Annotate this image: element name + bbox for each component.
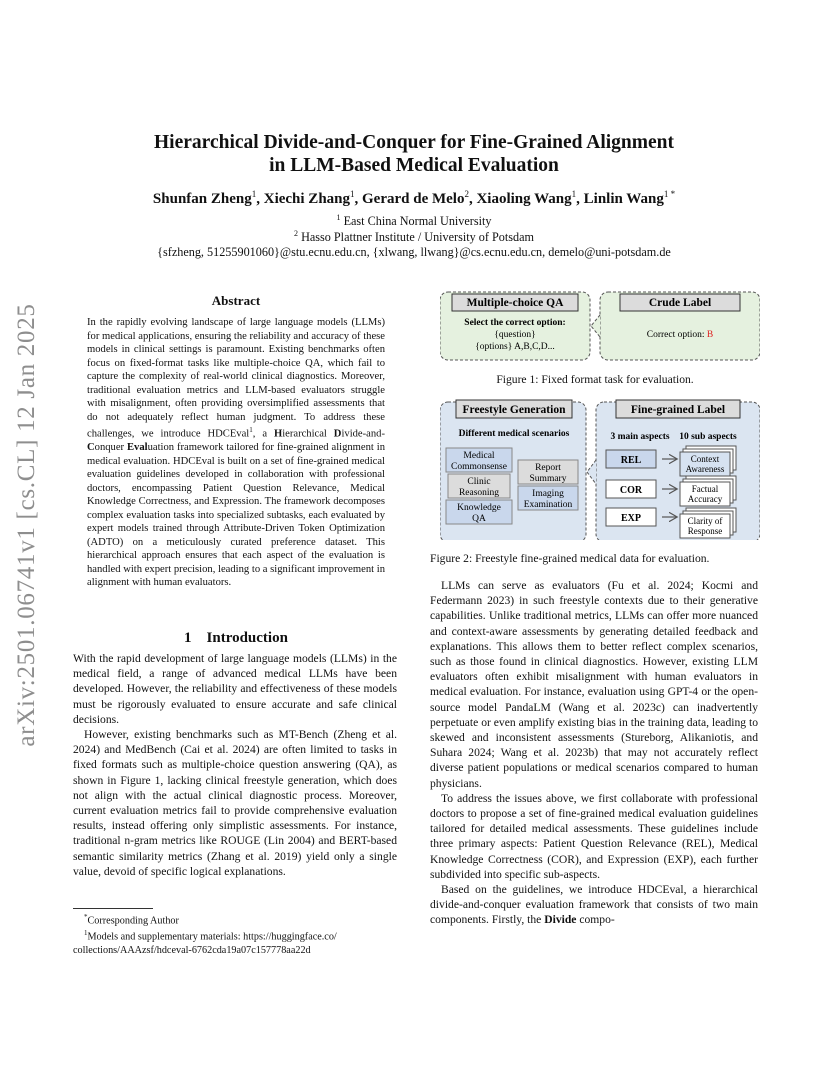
author-list: Shunfan Zheng$^1$, Xiechi Zhang$^1$, Gerard de Melo$^2$, Xiaoling Wang$^1$, Linlin Wang$^{1 *}$: [152, 189, 676, 207]
paragraph: With the rapid development of large language models (LLMs) in the medical field, a range of advanced medical LLMs have been developed. However, the reliability and effectiveness of these models must be rigorously evaluated to ensure accurate and safe clinical decisions.: [73, 652, 397, 726]
svg-text:Crude Label: Crude Label: [648, 297, 712, 309]
paper-title: Hierarchical Divide-and-Conquer for Fine-Grained Alignment in LLM-Based Medical Evaluation: [154, 132, 674, 176]
svg-text:Different medical scenarios: Different medical scenarios: [458, 429, 570, 439]
svg-text:QA: QA: [472, 514, 486, 524]
abstract-body: In the rapidly evolving landscape of large language models (LLMs) for medical applications, ensuring the reliability and accuracy of these models in clinical settings is paramount. Existing benchmarks often focus on fixed-format tasks like multiple-choice QA, which fail to capture the complexity of real-world clinical diagnostics. Moreover, traditional evaluation metrics and LLM-based evaluators struggle with misalignment, often providing oversimplified assessments that do not adequately reflect human judgment. To address these challenges, we introduce HDCEval$^1$, a Hierarchical Divide-and-Conquer Evaluation framework tailored for fine-grained alignment in medical evaluation. HDCEval is built on a set of fine-grained medical evaluation guidelines developed in collaboration with professional doctors, encompassing Patient Question Relevance, Medical Knowledge Correctness, and Expression. The framework decomposes complex evaluation tasks into specialized subtasks, each evaluated by expert models trained through Attribute-Driven Token Optimization (ADTO) on a meticulously curated preference dataset. This hierarchical approach ensures that each aspect of the evaluation is handled with expert precision, leading to a significant improvement in alignment with human evaluators.: [87, 317, 385, 589]
svg-text:Imaging: Imaging: [532, 489, 564, 499]
svg-text:{options} A,B,C,D...: {options} A,B,C,D...: [475, 342, 555, 352]
paragraph: However, existing benchmarks such as MT-Bench (Zheng et al. 2024) and MedBench (Cai et al. 2024) are often limited to tasks in fixed formats such as multiple-choice question answering (QA), as shown in Figure 1, lacking clinical freestyle generation, which does not align with the actual clinical diagnostic process. Moreover, current evaluation metrics fail to provide comprehensive evaluation results, instead offering only simplistic assessments. For instance, traditional n-gram metrics like ROUGE (Lin 2004) and BERT-based semantic similarity metrics (Zhang et al. 2019) yield only a single value, devoid of specific logical explanations.: [73, 728, 397, 878]
svg-text:Reasoning: Reasoning: [458, 488, 500, 498]
paragraph: LLMs can serve as evaluators (Fu et al. 2024; Kocmi and Federmann 2023) in such freestyle contexts due to their generative capabilities. Unlike traditional metrics, LLMs can offer more nuanced and context-aware assessments by generating detailed feedback and explanations. This allows them to better reflect complex scenarios, such as those found in clinical diagnostics. However, existing LLM evaluators often exhibit misalignment with human evaluators in medical evaluation. For instance, evaluation using GPT-4 or the open-source model PandaLM (Wang et al. 2023c) can inadvertently perpetuate or even amplify existing bias in the training data, leading to skewed and inconsistent assessments (Stureborg, Alikaniotis, and Suhara 2024; Wang et al. 2023b) that may not accurately reflect diverse patient populations or medical scenarios compared to human physicians.: [430, 579, 758, 790]
svg-text:Factual: Factual: [691, 484, 719, 494]
paragraph: Based on the guidelines, we introduce HDCEval, a hierarchical divide-and-conquer evaluation framework that consists of two main components. Firstly, the Divide compo-: [430, 883, 758, 927]
figures: [440, 290, 760, 540]
svg-text:Awareness: Awareness: [685, 464, 725, 474]
svg-text:Report: Report: [535, 463, 561, 473]
svg-text:Medical: Medical: [463, 451, 495, 461]
figure-1: [440, 292, 760, 360]
figure-2: [440, 400, 760, 540]
svg-text:Knowledge: Knowledge: [457, 503, 501, 513]
svg-text:Context: Context: [690, 454, 720, 464]
svg-text:Correct option: B: Correct option: B: [646, 330, 714, 340]
arxiv-identifier: arXiv:2501.06741v1 [cs.CL] 12 Jan 2025: [13, 303, 40, 747]
intro-right-column: [430, 578, 758, 928]
svg-text:Clarity of: Clarity of: [687, 516, 723, 526]
footnotes: *Corresponding Author $^1$Models and supplementary materials: https://huggingface.co/ collections/AAAzsf/hdceval-6762cda19a07c157778aa22d: [73, 913, 337, 956]
svg-text:Freestyle Generation: Freestyle Generation: [462, 404, 566, 416]
svg-text:Clinic: Clinic: [467, 477, 491, 487]
svg-text:Commonsense: Commonsense: [451, 462, 507, 472]
svg-text:EXP: EXP: [621, 513, 641, 524]
svg-text:10 sub aspects: 10 sub aspects: [679, 432, 737, 442]
svg-text:Select the correct option:: Select the correct option:: [464, 318, 566, 328]
author-emails: {sfzheng, 51255901060}@stu.ecnu.edu.cn, {xlwang, llwang}@cs.ecnu.edu.cn, demelo@uni-potsdam.de: [157, 245, 671, 259]
svg-text:Examination: Examination: [523, 500, 573, 510]
abstract-heading: Abstract: [211, 293, 261, 308]
intro-left-column: [73, 651, 397, 879]
svg-text:Response: Response: [687, 526, 723, 536]
footnote-rule: [73, 908, 153, 909]
svg-text:{question}: {question}: [494, 330, 536, 340]
figure-2-caption: Figure 2: Freestyle fine-grained medical data for evaluation.: [430, 552, 710, 565]
svg-text:REL: REL: [620, 455, 642, 466]
svg-text:Summary: Summary: [529, 474, 567, 484]
figure-1-caption: Figure 1: Fixed format task for evaluation.: [496, 373, 694, 386]
affiliation-1: $^1$ East China Normal University: [336, 213, 492, 229]
svg-text:Multiple-choice QA: Multiple-choice QA: [466, 297, 564, 309]
section-heading: 1 Introduction: [184, 630, 288, 646]
svg-text:Accuracy: Accuracy: [687, 494, 723, 504]
svg-text:3 main aspects: 3 main aspects: [610, 432, 670, 442]
paragraph: To address the issues above, we first collaborate with professional doctors to propose a set of fine-grained medical evaluation guidelines tailored for detailed medical assessments. These guidelines include three primary aspects: Patient Question Relevance (REL), Medical Knowledge Correctness (COR), and Expression (EXP), each further subdivided into specific sub-aspects.: [430, 791, 758, 881]
svg-text:Fine-grained Label: Fine-grained Label: [630, 404, 726, 416]
svg-text:COR: COR: [619, 485, 643, 496]
affiliation-2: $^2$ Hasso Plattner Institute / University of Potsdam: [294, 229, 534, 245]
